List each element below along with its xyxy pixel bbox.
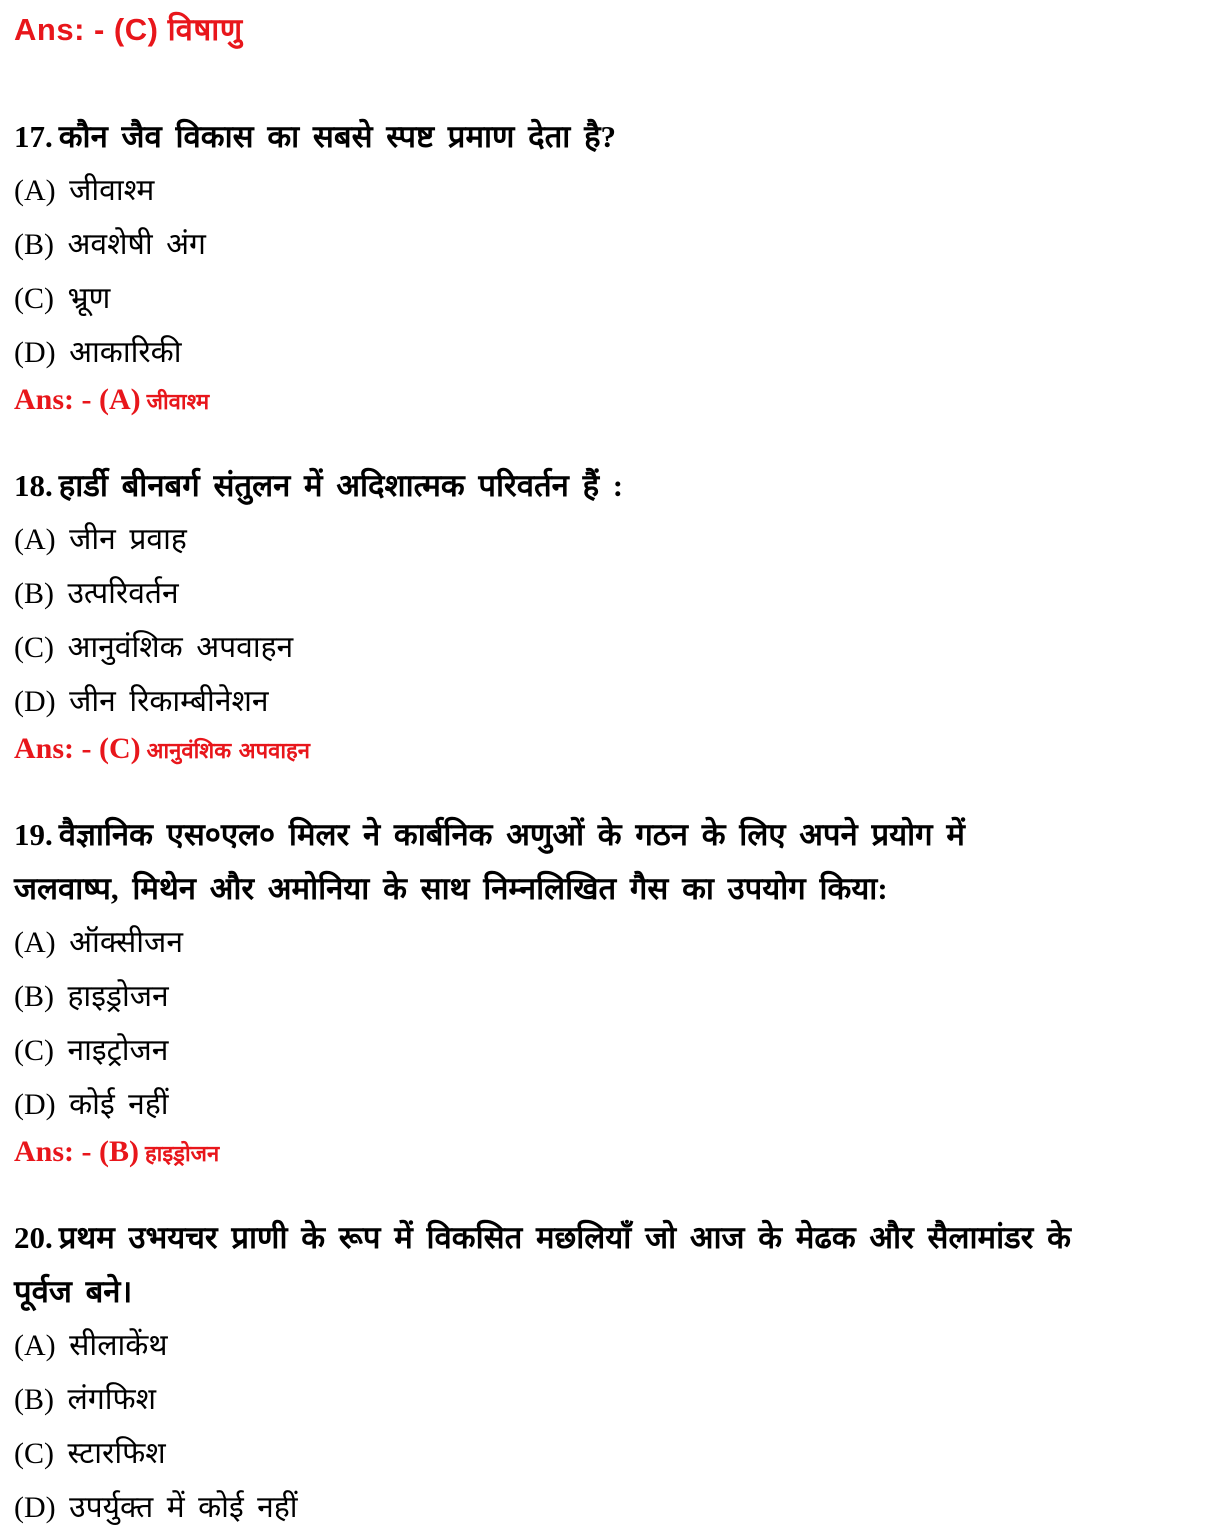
question-number: 18. (14, 468, 53, 503)
option-b: (B) लंगफिश (14, 1383, 157, 1416)
answer-text: जीवाश्म (146, 390, 210, 415)
question-number: 19. (14, 817, 53, 852)
question-text: 19. वैज्ञानिक एस०एल० मिलर ने कार्बनिक अणुओं के गठन के लिए अपने प्रयोग में (14, 817, 965, 852)
answer-label: Ans: - (A) (14, 383, 141, 416)
option-d: (D) आकारिकी (14, 336, 182, 369)
option-c: (C) नाइट्रोजन (14, 1034, 169, 1067)
question-text: 20. प्रथम उभयचर प्राणी के रूप में विकसित मछलियाँ जो आज के मेढक और सैलामांडर के (14, 1220, 1071, 1255)
answer-label: Ans: - (B) (14, 1135, 139, 1168)
answer (14, 380, 1210, 423)
question-number: 17. (14, 119, 53, 154)
option-b: (B) अवशेषी अंग (14, 228, 206, 261)
option-c: (C) भ्रूण (14, 282, 111, 315)
answer-text: हाइड्रोजन (145, 1142, 220, 1167)
option-c: (C) स्टारफिश (14, 1437, 166, 1470)
option-d: (D) कोई नहीं (14, 1088, 169, 1121)
option-d: (D) उपर्युक्त में कोई नहीं (14, 1491, 298, 1524)
option-a: (A) जीन प्रवाह (14, 523, 187, 556)
question-text-continued: जलवाष्प, मिथेन और अमोनिया के साथ निम्नलिखित गैस का उपयोग किया: (14, 871, 888, 906)
option-b: (B) हाइड्रोजन (14, 980, 169, 1013)
option-a: (A) सीलाकेंथ (14, 1329, 168, 1362)
answer-label: Ans: - (C) (14, 732, 141, 765)
answer (14, 1132, 1210, 1175)
option-a: (A) जीवाश्म (14, 174, 155, 207)
question-text-continued: पूर्वज बने। (14, 1274, 133, 1309)
question-text: 17. कौन जैव विकास का सबसे स्पष्ट प्रमाण देता है? (14, 119, 617, 154)
option-c: (C) आनुवंशिक अपवाहन (14, 631, 294, 664)
question-text: 18. हार्डी बीनबर्ग संतुलन में अदिशात्मक परिवर्तन हैं : (14, 468, 624, 503)
answer (14, 729, 1210, 772)
question-17 (14, 110, 1210, 423)
question-number: 20. (14, 1220, 53, 1255)
option-b: (B) उत्परिवर्तन (14, 577, 179, 610)
option-a: (A) ऑक्सीजन (14, 926, 183, 959)
previous-answer: Ans: - (C) विषाणु (14, 12, 243, 47)
question-18 (14, 459, 1210, 772)
answer-text: आनुवंशिक अपवाहन (146, 739, 310, 764)
option-d: (D) जीन रिकाम्बीनेशन (14, 685, 269, 718)
question-20 (14, 1211, 1210, 1535)
question-19 (14, 808, 1210, 1175)
